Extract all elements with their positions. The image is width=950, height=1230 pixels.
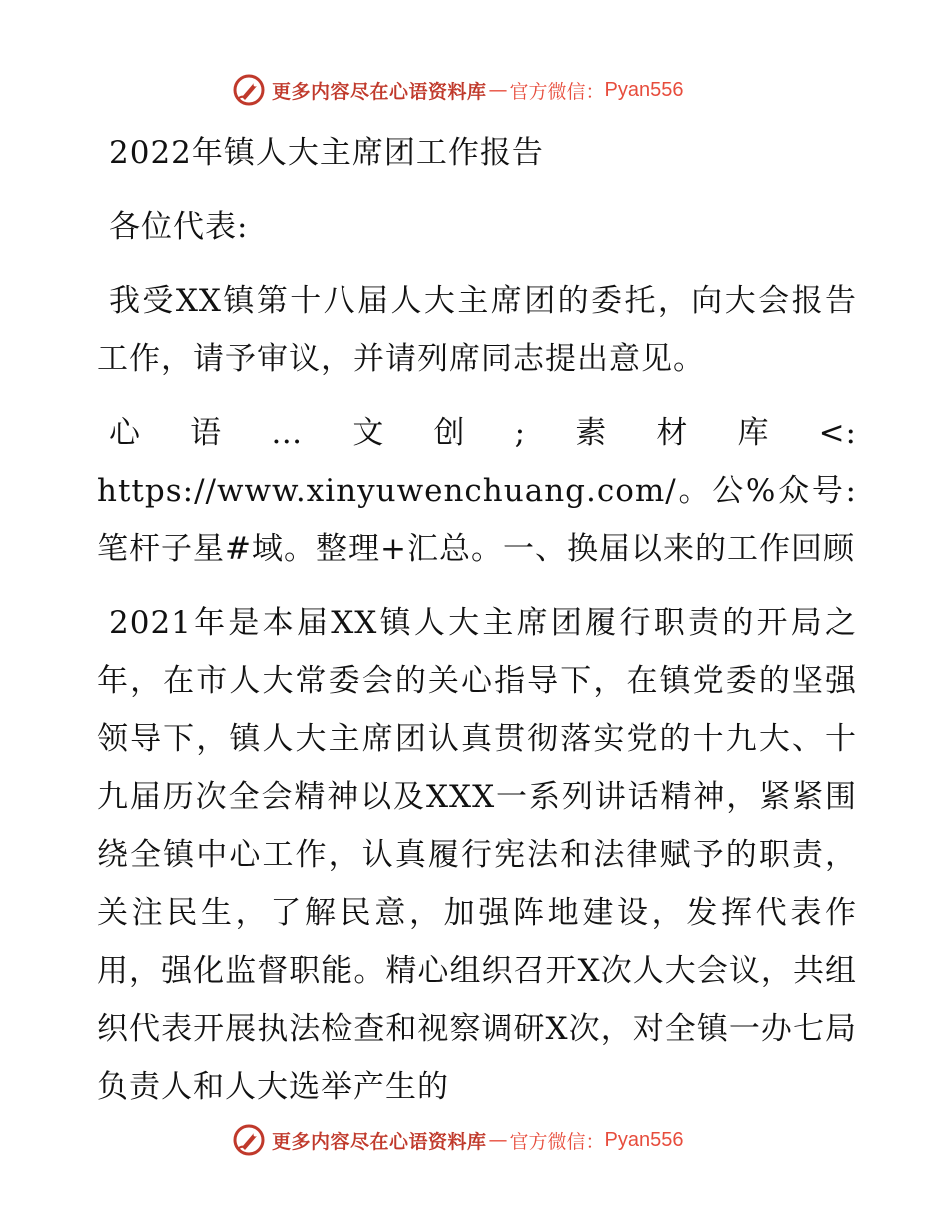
pen-nib-circle-icon bbox=[232, 1123, 266, 1157]
paragraph-source-note: 心语…文创;素材库<: https://www.xinyuwenchuang.com/。公%众号: 笔杆子星#域。整理+汇总。一、换届以来的工作回顾 bbox=[97, 415, 857, 567]
paragraph-review: 2021年是本届XX镇人大主席团履行职责的开局之年，在市人大常委会的关心指导下，在镇党委的坚强领导下，镇人大主席团认真贯彻落实党的十九大、十九届历次全会精神以及XXX一系列讲话精神，紧紧围绕全镇中心工作，认真履行宪法和法律赋予的职责，关注民生，了解民意，加强阵地建设，发挥代表作用，强化监督职能。精心组织召开X次人大会议，共组织代表开展执法检查和视察调研X次，对全镇一办七局负责人和人大选举产生的 bbox=[97, 605, 857, 1105]
document-body bbox=[97, 124, 857, 1116]
watermark-main-text: 更多内容尽在心语资料库 bbox=[272, 1130, 487, 1153]
watermark-dash: — bbox=[488, 1129, 508, 1151]
pen-nib-circle-icon bbox=[232, 73, 266, 107]
watermark-main-text: 更多内容尽在心语资料库 bbox=[272, 80, 487, 103]
watermark-header bbox=[232, 72, 684, 108]
watermark-footer bbox=[232, 1122, 684, 1158]
watermark-wechat-id: Pyan556 bbox=[604, 1128, 684, 1151]
watermark-sub-text: 官方微信： bbox=[509, 1130, 605, 1153]
document-salutation: 各位代表: bbox=[109, 209, 249, 245]
paragraph-intro: 我受XX镇第十八届人大主席团的委托，向大会报告工作，请予审议，并请列席同志提出意见。 bbox=[97, 283, 857, 377]
watermark-sub-text: 官方微信： bbox=[509, 80, 605, 103]
document-title: 2022年镇人大主席团工作报告 bbox=[109, 135, 544, 171]
watermark-dash: — bbox=[488, 79, 508, 101]
watermark-wechat-id: Pyan556 bbox=[604, 78, 684, 101]
